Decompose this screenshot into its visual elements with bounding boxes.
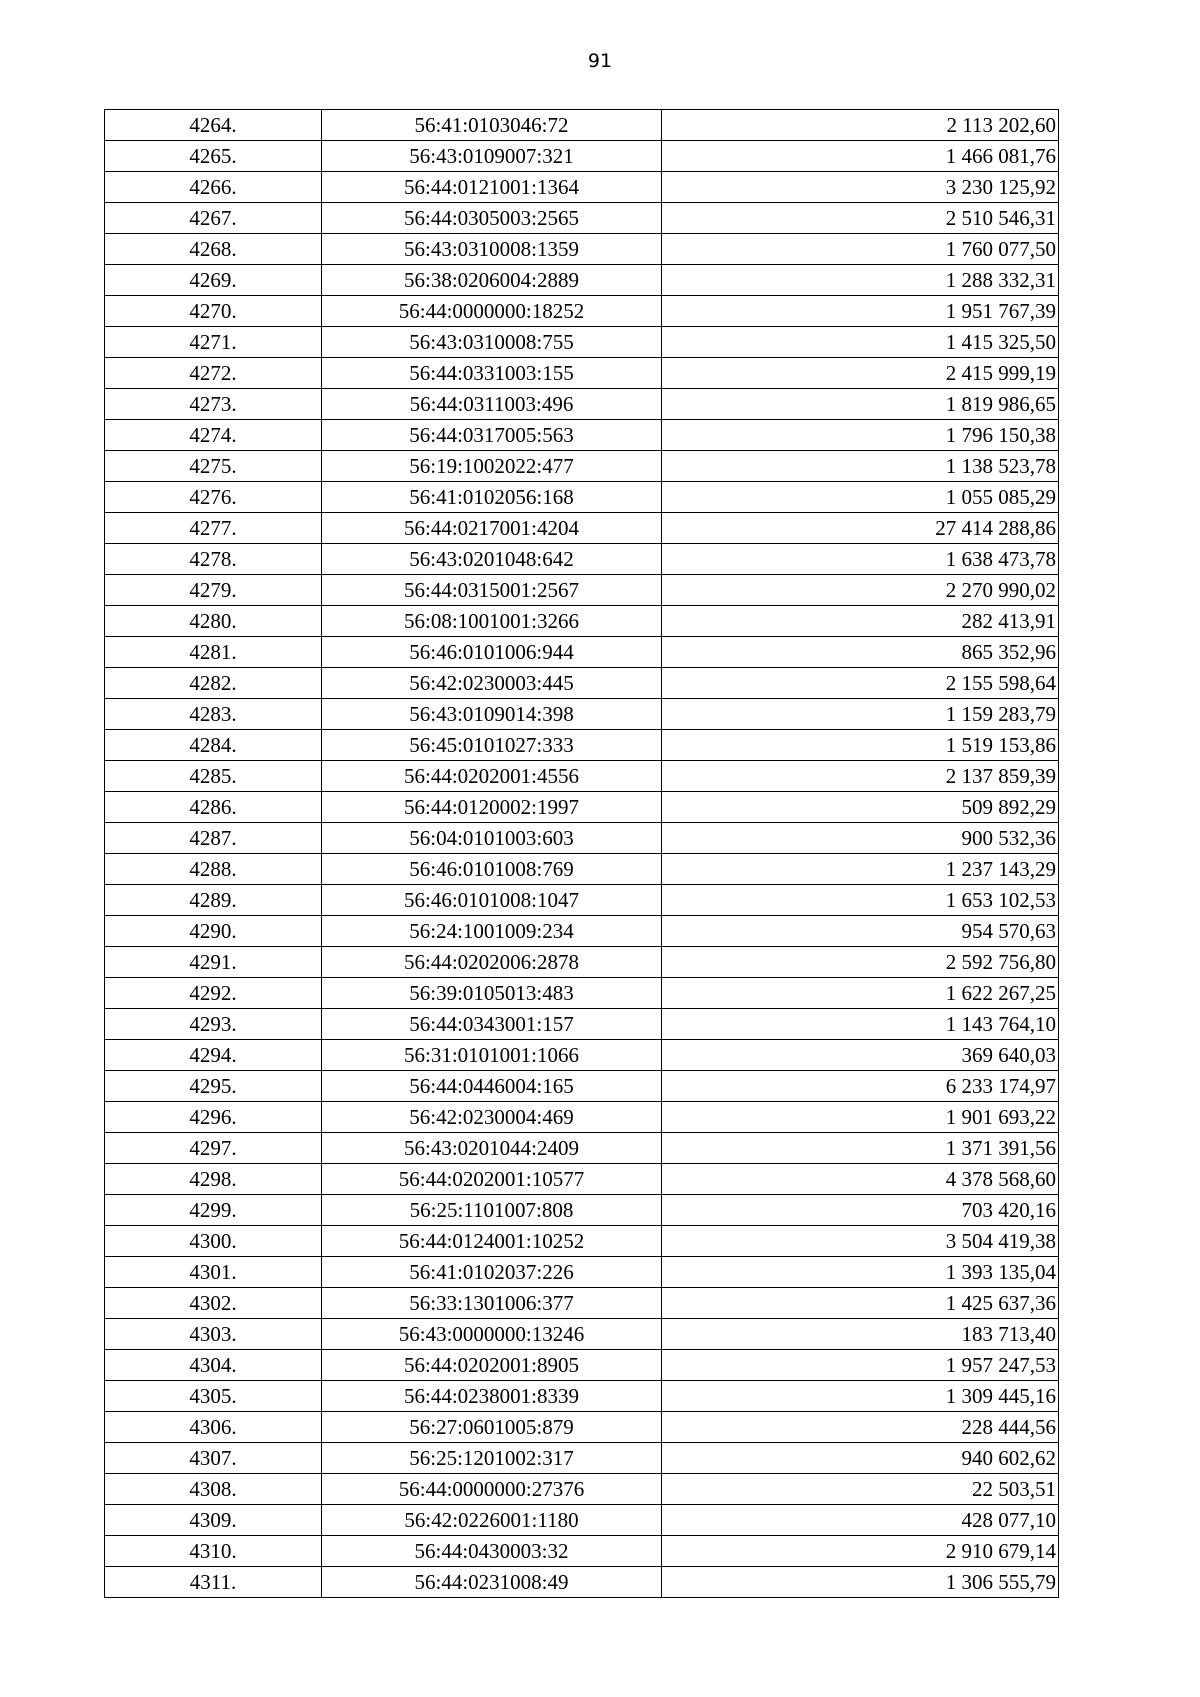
- cadastral-value-cell: 1 653 102,53: [662, 885, 1059, 916]
- cadastral-number-cell: 56:44:0000000:18252: [322, 296, 662, 327]
- cadastral-number-cell: 56:44:0202001:10577: [322, 1164, 662, 1195]
- cadastral-value-cell: 2 910 679,14: [662, 1536, 1059, 1567]
- table-row: [105, 389, 1059, 420]
- cadastral-number-cell: 56:27:0601005:879: [322, 1412, 662, 1443]
- cadastral-number-cell: 56:43:0201044:2409: [322, 1133, 662, 1164]
- table-row: [105, 141, 1059, 172]
- cadastral-value-cell: 2 113 202,60: [662, 110, 1059, 141]
- row-number-cell: 4267.: [105, 203, 322, 234]
- cadastral-number-cell: 56:44:0124001:10252: [322, 1226, 662, 1257]
- cadastral-number-cell: 56:44:0000000:27376: [322, 1474, 662, 1505]
- table-row: [105, 1443, 1059, 1474]
- cadastral-number-cell: 56:43:0109007:321: [322, 141, 662, 172]
- row-number-cell: 4288.: [105, 854, 322, 885]
- cadastral-value-cell: 1 306 555,79: [662, 1567, 1059, 1598]
- cadastral-number-cell: 56:04:0101003:603: [322, 823, 662, 854]
- cadastral-number-cell: 56:42:0230003:445: [322, 668, 662, 699]
- row-number-cell: 4282.: [105, 668, 322, 699]
- table-row: [105, 1412, 1059, 1443]
- cadastral-number-cell: 56:42:0226001:1180: [322, 1505, 662, 1536]
- cadastral-number-cell: 56:43:0000000:13246: [322, 1319, 662, 1350]
- table-row: [105, 1226, 1059, 1257]
- row-number-cell: 4279.: [105, 575, 322, 606]
- table-row: [105, 234, 1059, 265]
- row-number-cell: 4269.: [105, 265, 322, 296]
- table-row: [105, 451, 1059, 482]
- table-row: [105, 916, 1059, 947]
- row-number-cell: 4277.: [105, 513, 322, 544]
- table-row: [105, 1040, 1059, 1071]
- table-row: [105, 792, 1059, 823]
- table-row: [105, 1474, 1059, 1505]
- cadastral-number-cell: 56:25:1201002:317: [322, 1443, 662, 1474]
- cadastral-value-cell: 2 510 546,31: [662, 203, 1059, 234]
- cadastral-value-cell: 6 233 174,97: [662, 1071, 1059, 1102]
- table-row: [105, 1505, 1059, 1536]
- table-row: [105, 823, 1059, 854]
- cadastral-value-cell: 3 504 419,38: [662, 1226, 1059, 1257]
- row-number-cell: 4274.: [105, 420, 322, 451]
- row-number-cell: 4289.: [105, 885, 322, 916]
- cadastral-number-cell: 56:44:0311003:496: [322, 389, 662, 420]
- table-row: [105, 637, 1059, 668]
- cadastral-value-cell: 2 155 598,64: [662, 668, 1059, 699]
- cadastral-value-cell: 1 466 081,76: [662, 141, 1059, 172]
- row-number-cell: 4268.: [105, 234, 322, 265]
- row-number-cell: 4293.: [105, 1009, 322, 1040]
- table-row: [105, 978, 1059, 1009]
- cadastral-value-cell: 1 760 077,50: [662, 234, 1059, 265]
- row-number-cell: 4299.: [105, 1195, 322, 1226]
- cadastral-value-cell: 1 957 247,53: [662, 1350, 1059, 1381]
- table-row: [105, 1009, 1059, 1040]
- cadastral-value-cell: 183 713,40: [662, 1319, 1059, 1350]
- cadastral-value-cell: 1 425 637,36: [662, 1288, 1059, 1319]
- cadastral-value-cell: 1 638 473,78: [662, 544, 1059, 575]
- cadastral-number-cell: 56:43:0109014:398: [322, 699, 662, 730]
- table-row: [105, 606, 1059, 637]
- row-number-cell: 4287.: [105, 823, 322, 854]
- cadastral-number-cell: 56:46:0101006:944: [322, 637, 662, 668]
- cadastral-value-cell: 2 415 999,19: [662, 358, 1059, 389]
- cadastral-value-cell: 703 420,16: [662, 1195, 1059, 1226]
- row-number-cell: 4309.: [105, 1505, 322, 1536]
- row-number-cell: 4297.: [105, 1133, 322, 1164]
- cadastral-number-cell: 56:46:0101008:769: [322, 854, 662, 885]
- row-number-cell: 4273.: [105, 389, 322, 420]
- table-row: [105, 1195, 1059, 1226]
- row-number-cell: 4301.: [105, 1257, 322, 1288]
- cadastral-number-cell: 56:44:0430003:32: [322, 1536, 662, 1567]
- cadastral-value-cell: 1 796 150,38: [662, 420, 1059, 451]
- table-row: [105, 1381, 1059, 1412]
- cadastral-value-cell: 1 237 143,29: [662, 854, 1059, 885]
- cadastral-number-cell: 56:46:0101008:1047: [322, 885, 662, 916]
- row-number-cell: 4308.: [105, 1474, 322, 1505]
- cadastral-number-cell: 56:08:1001001:3266: [322, 606, 662, 637]
- table-row: [105, 699, 1059, 730]
- table-row: [105, 358, 1059, 389]
- cadastral-number-cell: 56:44:0202001:8905: [322, 1350, 662, 1381]
- cadastral-number-cell: 56:44:0202001:4556: [322, 761, 662, 792]
- table-row: [105, 513, 1059, 544]
- cadastral-value-cell: 1 901 693,22: [662, 1102, 1059, 1133]
- cadastral-value-cell: 2 592 756,80: [662, 947, 1059, 978]
- row-number-cell: 4271.: [105, 327, 322, 358]
- cadastral-value-cell: 428 077,10: [662, 1505, 1059, 1536]
- cadastral-number-cell: 56:41:0102056:168: [322, 482, 662, 513]
- table-row: [105, 420, 1059, 451]
- cadastral-number-cell: 56:44:0238001:8339: [322, 1381, 662, 1412]
- cadastral-value-cell: 4 378 568,60: [662, 1164, 1059, 1195]
- table-row: [105, 296, 1059, 327]
- cadastral-value-cell: 1 622 267,25: [662, 978, 1059, 1009]
- cadastral-number-cell: 56:44:0331003:155: [322, 358, 662, 389]
- row-number-cell: 4294.: [105, 1040, 322, 1071]
- registry-table-body: [105, 110, 1059, 1598]
- table-row: [105, 1319, 1059, 1350]
- table-row: [105, 1133, 1059, 1164]
- cadastral-value-cell: 900 532,36: [662, 823, 1059, 854]
- cadastral-value-cell: 1 819 986,65: [662, 389, 1059, 420]
- table-row: [105, 1350, 1059, 1381]
- cadastral-value-cell: 509 892,29: [662, 792, 1059, 823]
- table-row: [105, 575, 1059, 606]
- row-number-cell: 4306.: [105, 1412, 322, 1443]
- cadastral-number-cell: 56:44:0343001:157: [322, 1009, 662, 1040]
- table-row: [105, 482, 1059, 513]
- row-number-cell: 4281.: [105, 637, 322, 668]
- row-number-cell: 4304.: [105, 1350, 322, 1381]
- cadastral-number-cell: 56:39:0105013:483: [322, 978, 662, 1009]
- cadastral-number-cell: 56:41:0103046:72: [322, 110, 662, 141]
- cadastral-number-cell: 56:43:0201048:642: [322, 544, 662, 575]
- row-number-cell: 4280.: [105, 606, 322, 637]
- cadastral-number-cell: 56:44:0305003:2565: [322, 203, 662, 234]
- table-row: [105, 1102, 1059, 1133]
- row-number-cell: 4295.: [105, 1071, 322, 1102]
- row-number-cell: 4300.: [105, 1226, 322, 1257]
- cadastral-number-cell: 56:44:0217001:4204: [322, 513, 662, 544]
- row-number-cell: 4290.: [105, 916, 322, 947]
- row-number-cell: 4285.: [105, 761, 322, 792]
- row-number-cell: 4292.: [105, 978, 322, 1009]
- row-number-cell: 4283.: [105, 699, 322, 730]
- cadastral-value-cell: 1 288 332,31: [662, 265, 1059, 296]
- table-row: [105, 885, 1059, 916]
- table-row: [105, 854, 1059, 885]
- table-row: [105, 668, 1059, 699]
- cadastral-value-cell: 865 352,96: [662, 637, 1059, 668]
- cadastral-number-cell: 56:44:0317005:563: [322, 420, 662, 451]
- cadastral-number-cell: 56:24:1001009:234: [322, 916, 662, 947]
- cadastral-value-cell: 27 414 288,86: [662, 513, 1059, 544]
- table-row: [105, 761, 1059, 792]
- cadastral-value-cell: 228 444,56: [662, 1412, 1059, 1443]
- cadastral-number-cell: 56:41:0102037:226: [322, 1257, 662, 1288]
- cadastral-number-cell: 56:44:0121001:1364: [322, 172, 662, 203]
- table-row: [105, 265, 1059, 296]
- cadastral-number-cell: 56:44:0446004:165: [322, 1071, 662, 1102]
- cadastral-number-cell: 56:44:0231008:49: [322, 1567, 662, 1598]
- row-number-cell: 4298.: [105, 1164, 322, 1195]
- table-row: [105, 110, 1059, 141]
- table-row: [105, 327, 1059, 358]
- cadastral-number-cell: 56:43:0310008:755: [322, 327, 662, 358]
- row-number-cell: 4270.: [105, 296, 322, 327]
- cadastral-value-cell: 22 503,51: [662, 1474, 1059, 1505]
- cadastral-value-cell: 940 602,62: [662, 1443, 1059, 1474]
- row-number-cell: 4307.: [105, 1443, 322, 1474]
- cadastral-number-cell: 56:44:0315001:2567: [322, 575, 662, 606]
- cadastral-value-cell: 954 570,63: [662, 916, 1059, 947]
- cadastral-number-cell: 56:38:0206004:2889: [322, 265, 662, 296]
- cadastral-value-cell: 2 137 859,39: [662, 761, 1059, 792]
- cadastral-value-cell: 2 270 990,02: [662, 575, 1059, 606]
- row-number-cell: 4310.: [105, 1536, 322, 1567]
- cadastral-number-cell: 56:33:1301006:377: [322, 1288, 662, 1319]
- cadastral-number-cell: 56:25:1101007:808: [322, 1195, 662, 1226]
- cadastral-value-cell: 1 055 085,29: [662, 482, 1059, 513]
- cadastral-value-cell: 3 230 125,92: [662, 172, 1059, 203]
- row-number-cell: 4266.: [105, 172, 322, 203]
- table-row: [105, 203, 1059, 234]
- row-number-cell: 4275.: [105, 451, 322, 482]
- row-number-cell: 4286.: [105, 792, 322, 823]
- cadastral-number-cell: 56:44:0202006:2878: [322, 947, 662, 978]
- table-row: [105, 1288, 1059, 1319]
- cadastral-number-cell: 56:44:0120002:1997: [322, 792, 662, 823]
- cadastral-number-cell: 56:31:0101001:1066: [322, 1040, 662, 1071]
- cadastral-value-cell: 1 143 764,10: [662, 1009, 1059, 1040]
- table-row: [105, 1567, 1059, 1598]
- cadastral-value-cell: 1 371 391,56: [662, 1133, 1059, 1164]
- cadastral-value-cell: 1 159 283,79: [662, 699, 1059, 730]
- row-number-cell: 4303.: [105, 1319, 322, 1350]
- cadastral-number-cell: 56:19:1002022:477: [322, 451, 662, 482]
- table-row: [105, 1257, 1059, 1288]
- table-row: [105, 1536, 1059, 1567]
- row-number-cell: 4276.: [105, 482, 322, 513]
- row-number-cell: 4311.: [105, 1567, 322, 1598]
- row-number-cell: 4305.: [105, 1381, 322, 1412]
- table-row: [105, 544, 1059, 575]
- table-row: [105, 730, 1059, 761]
- cadastral-number-cell: 56:42:0230004:469: [322, 1102, 662, 1133]
- cadastral-value-cell: 1 393 135,04: [662, 1257, 1059, 1288]
- table-row: [105, 172, 1059, 203]
- registry-table: [104, 109, 1059, 1598]
- row-number-cell: 4265.: [105, 141, 322, 172]
- cadastral-number-cell: 56:45:0101027:333: [322, 730, 662, 761]
- page-number: 91: [587, 50, 613, 72]
- cadastral-value-cell: 1 415 325,50: [662, 327, 1059, 358]
- cadastral-value-cell: 1 309 445,16: [662, 1381, 1059, 1412]
- cadastral-number-cell: 56:43:0310008:1359: [322, 234, 662, 265]
- row-number-cell: 4291.: [105, 947, 322, 978]
- cadastral-value-cell: 282 413,91: [662, 606, 1059, 637]
- row-number-cell: 4284.: [105, 730, 322, 761]
- row-number-cell: 4278.: [105, 544, 322, 575]
- table-row: [105, 947, 1059, 978]
- row-number-cell: 4302.: [105, 1288, 322, 1319]
- table-row: [105, 1071, 1059, 1102]
- row-number-cell: 4296.: [105, 1102, 322, 1133]
- table-row: [105, 1164, 1059, 1195]
- cadastral-value-cell: 1 519 153,86: [662, 730, 1059, 761]
- row-number-cell: 4272.: [105, 358, 322, 389]
- cadastral-value-cell: 1 138 523,78: [662, 451, 1059, 482]
- cadastral-value-cell: 1 951 767,39: [662, 296, 1059, 327]
- cadastral-value-cell: 369 640,03: [662, 1040, 1059, 1071]
- row-number-cell: 4264.: [105, 110, 322, 141]
